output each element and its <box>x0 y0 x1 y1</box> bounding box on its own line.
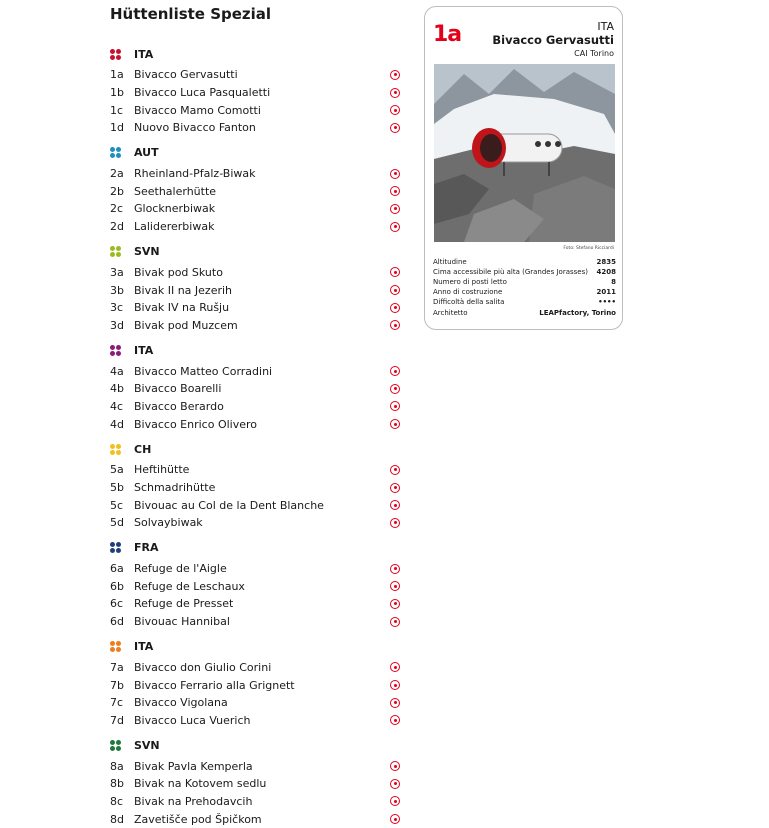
hut-name: Refuge de Leschaux <box>134 579 245 593</box>
location-target-icon[interactable] <box>390 204 400 214</box>
hut-number: 1c <box>110 103 124 117</box>
hut-name: Refuge de l'Aigle <box>134 562 227 576</box>
hut-number: 3a <box>110 265 124 279</box>
hut-number: 4b <box>110 382 124 396</box>
stat-label: Numero di posti letto <box>433 278 507 287</box>
group-header <box>110 433 402 461</box>
hut-number: 7d <box>110 713 124 727</box>
card-title: Bivacco Gervasutti <box>492 33 614 47</box>
four-dots-icon <box>110 542 121 553</box>
hut-list-item[interactable] <box>110 317 402 335</box>
location-target-icon[interactable] <box>390 465 400 475</box>
hut-number: 8d <box>110 812 124 826</box>
location-target-icon[interactable] <box>390 617 400 627</box>
hut-list-item[interactable] <box>110 712 402 730</box>
group-country: CH <box>134 442 152 456</box>
hut-name: Zavetišče pod Špičkom <box>134 812 262 826</box>
hut-number: 2b <box>110 184 124 198</box>
hut-list-item[interactable] <box>110 595 402 613</box>
hut-number: 3d <box>110 318 124 332</box>
hut-name: Refuge de Presset <box>134 597 234 611</box>
four-dots-icon <box>110 444 121 455</box>
location-target-icon[interactable] <box>390 169 400 179</box>
four-dots-icon <box>110 147 121 158</box>
hut-list <box>110 38 402 828</box>
group-header <box>110 532 402 560</box>
stat-value: •••• <box>598 298 616 307</box>
location-target-icon[interactable] <box>390 320 400 330</box>
hut-name: Bivacco Enrico Olivero <box>134 417 258 431</box>
hut-name: Bivouac au Col de la Dent Blanche <box>134 498 324 512</box>
hut-list-item[interactable] <box>110 415 402 433</box>
page-title: Hüttenliste Spezial <box>110 5 272 23</box>
hut-name: Bivacco Ferrario alla Grignett <box>134 678 295 692</box>
hut-list-item[interactable] <box>110 694 402 712</box>
hut-list-item[interactable] <box>110 165 402 183</box>
stat-value: LEAPfactory, Torino <box>539 308 616 317</box>
hut-list-item[interactable] <box>110 299 402 317</box>
hut-number: 5b <box>110 481 124 495</box>
location-target-icon[interactable] <box>390 303 400 313</box>
location-target-icon[interactable] <box>390 680 400 690</box>
location-target-icon[interactable] <box>390 88 400 98</box>
hut-list-item[interactable] <box>110 560 402 578</box>
hut-name: Bivak pod Skuto <box>134 265 223 279</box>
hut-name: Bivacco Gervasutti <box>134 68 238 82</box>
four-dots-icon <box>110 246 121 257</box>
location-target-icon[interactable] <box>390 123 400 133</box>
hut-number: 4d <box>110 417 124 431</box>
location-target-icon[interactable] <box>390 599 400 609</box>
stat-row <box>433 257 616 267</box>
location-target-icon[interactable] <box>390 796 400 806</box>
card-country: ITA <box>597 20 614 33</box>
group-country: ITA <box>134 47 154 61</box>
hut-list-item[interactable] <box>110 793 402 811</box>
hut-number: 5a <box>110 463 124 477</box>
location-target-icon[interactable] <box>390 698 400 708</box>
group-header <box>110 334 402 362</box>
hut-number: 6d <box>110 615 124 629</box>
hut-list-item[interactable] <box>110 577 402 595</box>
hut-number: 7c <box>110 696 124 710</box>
hut-list-item[interactable] <box>110 514 402 532</box>
hut-name: Bivak Pavla Kemperla <box>134 759 253 773</box>
hut-name: Bivak II na Jezerih <box>134 283 233 297</box>
group-country: ITA <box>134 640 154 653</box>
hut-number: 1a <box>110 68 124 82</box>
hut-list-item[interactable] <box>110 84 402 102</box>
hut-name: Heftihütte <box>134 463 190 477</box>
hut-number: 4c <box>110 399 124 413</box>
hut-number: 6c <box>110 597 124 611</box>
group-country: SVN <box>134 245 160 258</box>
hut-name: Bivak pod Muzcem <box>134 318 238 332</box>
stat-label: Altitudine <box>433 258 467 267</box>
hut-name: Nuovo Bivacco Fanton <box>134 121 256 135</box>
hut-name: Bivacco Luca Vuerich <box>134 713 251 727</box>
card-code: 1a <box>433 22 462 47</box>
hut-name: Bivak na Kotovem sedlu <box>134 777 267 791</box>
hut-list-item[interactable] <box>110 218 402 236</box>
location-target-icon[interactable] <box>390 186 400 196</box>
location-target-icon[interactable] <box>390 222 400 232</box>
hut-name: Schmadrihütte <box>134 481 216 495</box>
four-dots-icon <box>110 49 121 60</box>
hut-name: Bivacco don Giulio Corini <box>134 660 272 674</box>
hut-name: Bivak IV na Rušju <box>134 301 230 315</box>
group-header <box>110 38 402 66</box>
group-country: ITA <box>134 343 154 357</box>
location-target-icon[interactable] <box>390 483 400 493</box>
hut-name: Glocknerbiwak <box>134 202 216 216</box>
stat-row <box>433 297 616 307</box>
hut-list-item[interactable] <box>110 613 402 631</box>
stat-label: Cima accessibile più alta (Grandes Jorasses) <box>433 268 588 277</box>
stat-row <box>433 267 616 277</box>
hut-list-item[interactable] <box>110 775 402 793</box>
photo-credit: Foto: Stefano Ricciardi <box>563 246 614 251</box>
location-target-icon[interactable] <box>390 366 400 376</box>
four-dots-icon <box>110 740 121 751</box>
hut-name: Bivacco Matteo Corradini <box>134 364 273 378</box>
location-target-icon[interactable] <box>390 662 400 672</box>
hut-list-item[interactable] <box>110 659 402 677</box>
hut-list-item[interactable] <box>110 676 402 694</box>
hut-list-item[interactable] <box>110 479 402 497</box>
hut-name: Bivacco Boarelli <box>134 382 222 396</box>
stat-value: 2835 <box>596 258 616 267</box>
hut-number: 7a <box>110 660 124 674</box>
hut-number: 2d <box>110 220 124 234</box>
hut-number: 3b <box>110 283 124 297</box>
location-target-icon[interactable] <box>390 70 400 80</box>
hut-list-item[interactable] <box>110 66 402 84</box>
hut-number: 8c <box>110 794 124 808</box>
stat-row <box>433 287 616 297</box>
hut-list-item[interactable] <box>110 496 402 514</box>
hut-number: 5d <box>110 516 124 530</box>
location-target-icon[interactable] <box>390 500 400 510</box>
four-dots-icon <box>110 345 121 356</box>
hut-number: 6a <box>110 562 124 576</box>
group-country: AUT <box>134 146 159 160</box>
hut-list-item[interactable] <box>110 362 402 380</box>
hut-name: Bivacco Berardo <box>134 399 224 413</box>
hut-number: 1b <box>110 86 124 100</box>
hut-number: 2a <box>110 167 124 181</box>
hut-card[interactable] <box>424 6 623 330</box>
four-dots-icon <box>110 641 121 652</box>
hut-name: Rheinland-Pfalz-Biwak <box>134 167 256 181</box>
stat-label: Anno di costruzione <box>433 288 503 297</box>
hut-list-item[interactable] <box>110 264 402 282</box>
hut-name: Bivacco Vigolana <box>134 696 228 710</box>
hut-name: Solvaybiwak <box>134 516 203 530</box>
group-header <box>110 729 402 757</box>
group-country: FRA <box>134 541 159 555</box>
location-target-icon[interactable] <box>390 761 400 771</box>
location-target-icon[interactable] <box>390 401 400 411</box>
location-target-icon[interactable] <box>390 779 400 789</box>
stat-value: 2011 <box>596 288 616 297</box>
location-target-icon[interactable] <box>390 581 400 591</box>
hut-name: Bivouac Hannibal <box>134 615 230 629</box>
card-club: CAI Torino <box>574 49 614 58</box>
hut-name: Lalidererbiwak <box>134 220 215 234</box>
location-target-icon[interactable] <box>390 384 400 394</box>
hut-list-item[interactable] <box>110 182 402 200</box>
hut-list-item[interactable] <box>110 101 402 119</box>
hut-list-item[interactable] <box>110 810 402 828</box>
group-header <box>110 137 402 165</box>
location-target-icon[interactable] <box>390 285 400 295</box>
hut-number: 1d <box>110 121 124 135</box>
group-header <box>110 236 402 264</box>
hut-name: Bivacco Mamo Comotti <box>134 103 261 117</box>
location-target-icon[interactable] <box>390 715 400 725</box>
location-target-icon[interactable] <box>390 814 400 824</box>
hut-name: Seethalerhütte <box>134 184 217 198</box>
hut-number: 8b <box>110 777 124 791</box>
card-stats <box>433 257 616 318</box>
hut-number: 4a <box>110 364 124 378</box>
hut-list-item[interactable] <box>110 757 402 775</box>
location-target-icon[interactable] <box>390 518 400 528</box>
hut-number: 2c <box>110 202 124 216</box>
hut-number: 5c <box>110 498 124 512</box>
hut-list-item[interactable] <box>110 281 402 299</box>
stat-row <box>433 307 616 317</box>
stat-row <box>433 277 616 287</box>
location-target-icon[interactable] <box>390 267 400 277</box>
group-country: SVN <box>134 738 160 752</box>
location-target-icon[interactable] <box>390 564 400 574</box>
stat-label: Architetto <box>433 308 468 317</box>
stat-label: Difficoltà della salita <box>433 298 505 307</box>
stat-value: 4208 <box>596 268 616 277</box>
location-target-icon[interactable] <box>390 105 400 115</box>
hut-list-item[interactable] <box>110 380 402 398</box>
location-target-icon[interactable] <box>390 419 400 429</box>
hut-list-item[interactable] <box>110 461 402 479</box>
hut-number: 8a <box>110 759 124 773</box>
hut-name: Bivak na Prehodavcih <box>134 794 253 808</box>
hut-list-item[interactable] <box>110 398 402 416</box>
stat-value: 8 <box>611 278 616 287</box>
hut-photo <box>434 64 615 242</box>
hut-number: 3c <box>110 301 124 315</box>
hut-number: 6b <box>110 579 124 593</box>
hut-list-item[interactable] <box>110 200 402 218</box>
hut-number: 7b <box>110 678 124 692</box>
hut-list-item[interactable] <box>110 119 402 137</box>
group-header <box>110 631 402 659</box>
hut-name: Bivacco Luca Pasqualetti <box>134 86 271 100</box>
